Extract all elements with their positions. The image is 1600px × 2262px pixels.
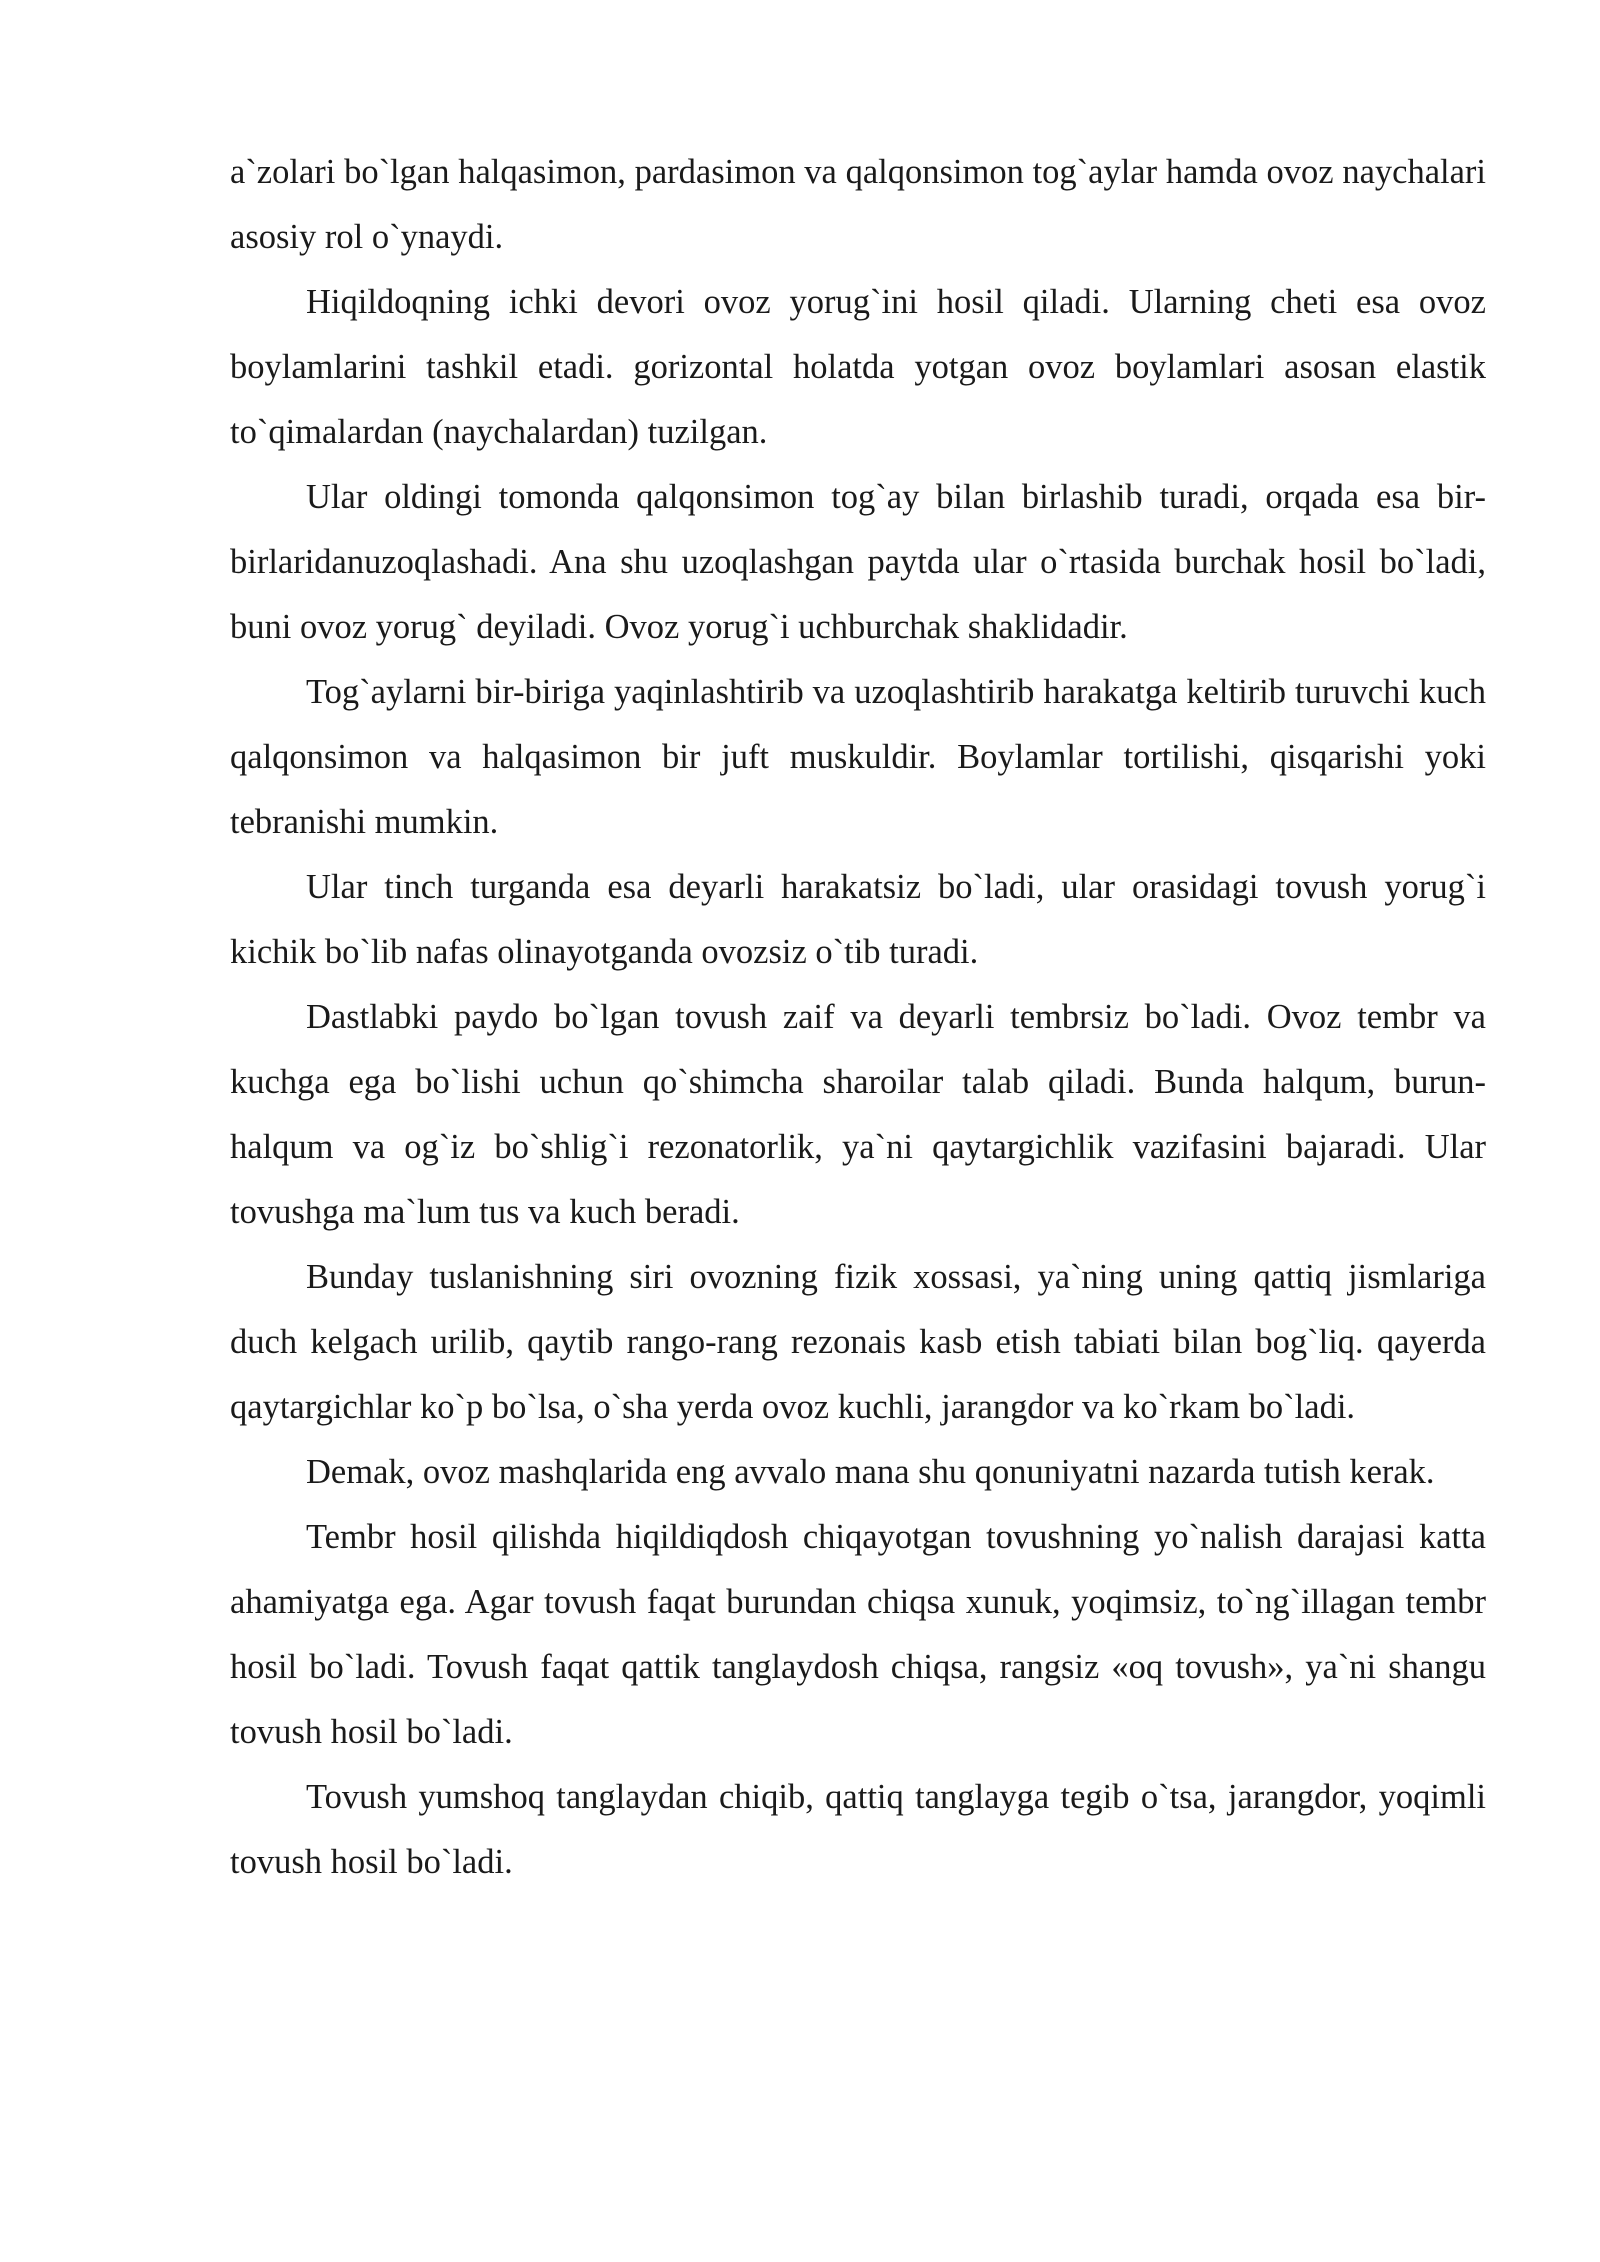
paragraph-8: Demak, ovoz mashqlarida eng avvalo mana shu qonuniyatni nazarda tutish kerak. [306,1453,1435,1491]
paragraph-4: Tog`aylarni bir-biriga yaqinlashtirib va uzoqlashtirib harakatga keltirib turuvchi kuch qalqonsimon va halqasimon bir juft muskuldir. Boylamlar tortilishi, qisqarishi yoki tebranishi mumkin. [230,673,1486,841]
paragraph-2: Hiqildoqning ichki devori ovoz yorug`ini hosil qiladi. Ularning cheti esa ovoz boylamlarini tashkil etadi. gorizontal holatda yotgan ovoz boylamlari asosan elastik to`qimalardan (naychalardan) tuzilgan. [230,283,1486,451]
paragraph-6: Dastlabki paydo bo`lgan tovush zaif va deyarli tembrsiz bo`ladi. Ovoz tembr va kuchga ega bo`lishi uchun qo`shimcha sharoilar talab qiladi. Bunda halqum, burun-halqum va og`iz bo`shlig`i rezonatorlik, ya`ni qaytargichlik vazifasini bajaradi. Ular tovushga ma`lum tus va kuch beradi. [230,998,1486,1231]
paragraph-1: a`zolari bo`lgan halqasimon, pardasimon va qalqonsimon tog`aylar hamda ovoz naychalari asosiy rol o`ynaydi. [230,153,1486,256]
document-page [230,140,1486,1895]
paragraph-9: Tembr hosil qilishda hiqildiqdosh chiqayotgan tovushning yo`nalish darajasi katta ahamiyatga ega. Agar tovush faqat burundan chiqsa xunuk, yoqimsiz, to`ng`illagan tembr hosil bo`ladi. Tovush faqat qattik tanglaydosh chiqsa, rangsiz «oq tovush», ya`ni shangu tovush hosil bo`ladi. [230,1518,1486,1751]
paragraph-7: Bunday tuslanishning siri ovozning fizik xossasi, ya`ning uning qattiq jismlariga duch kelgach urilib, qaytib rango-rang rezonais kasb etish tabiati bilan bog`liq. qayerda qaytargichlar ko`p bo`lsa, o`sha yerda ovoz kuchli, jarangdor va ko`rkam bo`ladi. [230,1258,1486,1426]
paragraph-3: Ular oldingi tomonda qalqonsimon tog`ay bilan birlashib turadi, orqada esa bir-birlaridanuzoqlashadi. Ana shu uzoqlashgan paytda ular o`rtasida burchak hosil bo`ladi, buni ovoz yorug` deyiladi. Ovoz yorug`i uchburchak shaklidadir. [230,478,1486,646]
paragraph-5: Ular tinch turganda esa deyarli harakatsiz bo`ladi, ular orasidagi tovush yorug`i kichik bo`lib nafas olinayotganda ovozsiz o`tib turadi. [230,868,1486,971]
paragraph-10: Tovush yumshoq tanglaydan chiqib, qattiq tanglayga tegib o`tsa, jarangdor, yoqimli tovush hosil bo`ladi. [230,1778,1486,1881]
